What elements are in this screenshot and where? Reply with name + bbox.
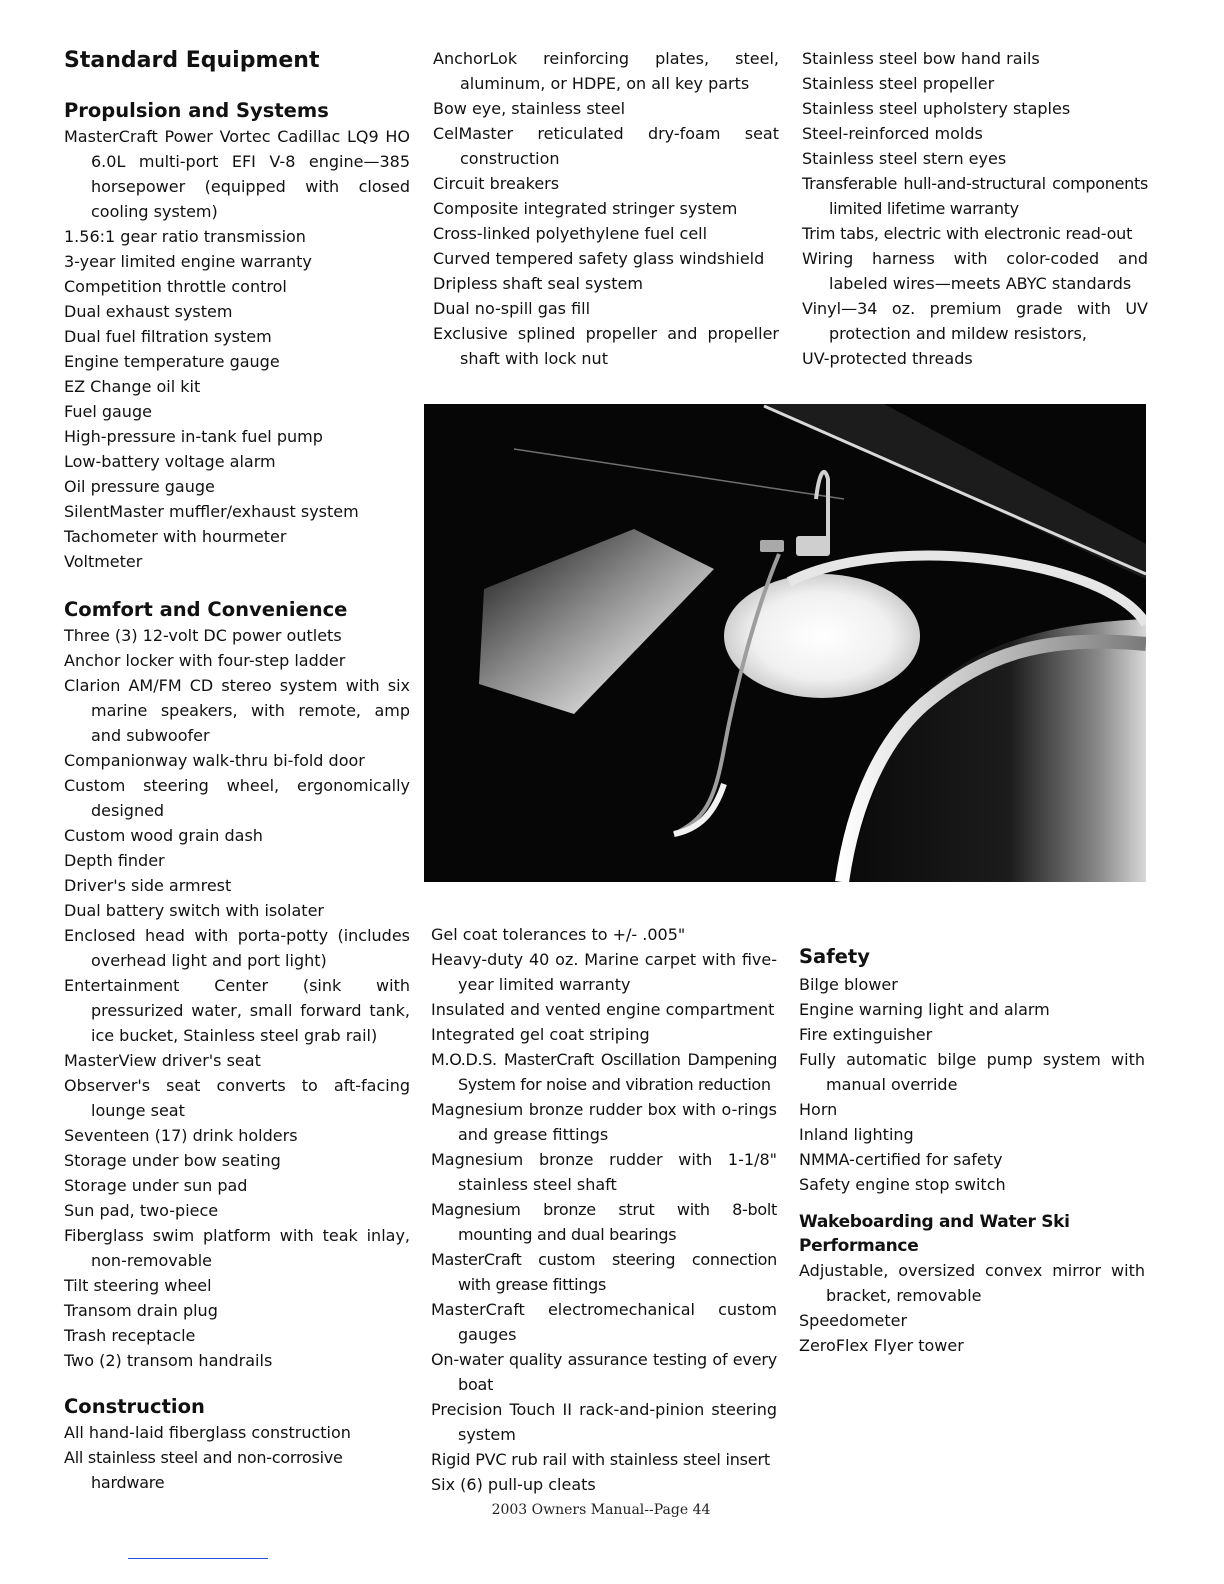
list-item: Six (6) pull-up cleats bbox=[431, 1475, 596, 1494]
list-item: MasterView driver's seat bbox=[64, 1051, 261, 1070]
list-item: Fire extinguisher bbox=[799, 1025, 933, 1044]
section-heading-safety: Safety bbox=[799, 945, 870, 968]
list-item: Trash receptacle bbox=[64, 1326, 196, 1345]
list-item: Magnesium bronze rudder box with o-rings and grease fittings bbox=[431, 1100, 777, 1144]
list-construction-d bbox=[431, 922, 777, 1497]
list-item: Anchor locker with four-step ladder bbox=[64, 651, 346, 670]
list-item: Depth finder bbox=[64, 851, 165, 870]
list-item: Stainless steel upholstery staples bbox=[802, 99, 1071, 118]
list-item: Fiberglass swim platform with teak inlay, non-removable bbox=[64, 1226, 410, 1270]
list-item: Transferable hull-and-structural components limited lifetime warranty bbox=[802, 174, 1148, 218]
page-footer: 2003 Owners Manual--Page 44 bbox=[491, 1502, 711, 1518]
list-item: Dual no-spill gas fill bbox=[433, 299, 591, 318]
list-item: Fuel gauge bbox=[64, 402, 152, 421]
list-item: Driver's side armrest bbox=[64, 876, 232, 895]
list-comfort bbox=[64, 623, 410, 1373]
list-item: Enclosed head with porta-potty (includes overhead light and port light) bbox=[64, 926, 410, 970]
list-item: Composite integrated stringer system bbox=[433, 199, 738, 218]
list-item: High-pressure in-tank fuel pump bbox=[64, 427, 323, 446]
list-item: On-water quality assurance testing of every boat bbox=[431, 1350, 777, 1394]
list-item: EZ Change oil kit bbox=[64, 377, 201, 396]
list-item: NMMA-certified for safety bbox=[799, 1150, 1003, 1169]
list-item: Dual exhaust system bbox=[64, 302, 233, 321]
list-construction-b bbox=[433, 46, 779, 371]
list-item: Adjustable, oversized convex mirror with bracket, removable bbox=[799, 1261, 1145, 1305]
list-item: All hand-laid fiberglass construction bbox=[64, 1423, 351, 1442]
column-right-top bbox=[802, 46, 1148, 371]
list-item: Dripless shaft seal system bbox=[433, 274, 643, 293]
section-heading-construction: Construction bbox=[64, 1395, 205, 1418]
list-item: ZeroFlex Flyer tower bbox=[799, 1336, 964, 1355]
list-item: Engine warning light and alarm bbox=[799, 1000, 1050, 1019]
page-title: Standard Equipment bbox=[64, 48, 320, 73]
list-item: Tachometer with hourmeter bbox=[64, 527, 287, 546]
list-item: Engine temperature gauge bbox=[64, 352, 280, 371]
list-propulsion bbox=[64, 124, 410, 574]
list-item: Tilt steering wheel bbox=[64, 1276, 212, 1295]
list-item: Circuit breakers bbox=[433, 174, 560, 193]
list-item: Stainless steel propeller bbox=[802, 74, 995, 93]
list-item: Heavy-duty 40 oz. Marine carpet with five-year limited warranty bbox=[431, 950, 777, 994]
list-item: Competition throttle control bbox=[64, 277, 287, 296]
list-item: 3-year limited engine warranty bbox=[64, 252, 312, 271]
column-right-bottom bbox=[799, 944, 1145, 1358]
list-item: Entertainment Center (sink with pressurized water, small forward tank, ice bucket, Stainless steel grab rail) bbox=[64, 976, 410, 1045]
list-item: Wiring harness with color-coded and labeled wires—meets ABYC standards bbox=[802, 249, 1148, 293]
list-item: Two (2) transom handrails bbox=[64, 1351, 273, 1370]
list-item: AnchorLok reinforcing plates, steel, aluminum, or HDPE, on all key parts bbox=[433, 49, 779, 93]
section-heading-comfort: Comfort and Convenience bbox=[64, 598, 348, 621]
section-heading-wakeboarding: Wakeboarding and Water Ski Performance bbox=[799, 1212, 1070, 1256]
list-item: CelMaster reticulated dry-foam seat construction bbox=[433, 124, 779, 168]
list-item: 1.56:1 gear ratio transmission bbox=[64, 227, 306, 246]
list-item: Dual battery switch with isolater bbox=[64, 901, 324, 920]
list-item: Steel-reinforced molds bbox=[802, 124, 983, 143]
list-item: MasterCraft electromechanical custom gauges bbox=[431, 1300, 777, 1344]
list-item: Low-battery voltage alarm bbox=[64, 452, 276, 471]
list-item: Dual fuel filtration system bbox=[64, 327, 272, 346]
list-item: Vinyl—34 oz. premium grade with UV protection and mildew resistors, bbox=[802, 299, 1148, 343]
list-item: Trim tabs, electric with electronic read-out bbox=[802, 224, 1133, 243]
list-construction-a bbox=[64, 1420, 410, 1495]
list-item: Magnesium bronze rudder with 1-1/8" stainless steel shaft bbox=[431, 1150, 777, 1194]
list-item: Custom steering wheel, ergonomically designed bbox=[64, 776, 410, 820]
list-item: Curved tempered safety glass windshield bbox=[433, 249, 765, 268]
list-item: Rigid PVC rub rail with stainless steel insert bbox=[431, 1450, 770, 1469]
list-item: Inland lighting bbox=[799, 1125, 914, 1144]
column-middle-bottom bbox=[431, 922, 777, 1497]
list-item: Clarion AM/FM CD stereo system with six marine speakers, with remote, amp and subwoofer bbox=[64, 676, 410, 745]
list-item: Horn bbox=[799, 1100, 838, 1119]
list-wakeboarding bbox=[799, 1258, 1145, 1358]
list-item: Stainless steel bow hand rails bbox=[802, 49, 1040, 68]
list-item: Storage under bow seating bbox=[64, 1151, 281, 1170]
list-item: Observer's seat converts to aft-facing lounge seat bbox=[64, 1076, 410, 1120]
list-safety bbox=[799, 972, 1145, 1197]
list-item: All stainless steel and non-corrosive hardware bbox=[64, 1448, 343, 1492]
list-item: MasterCraft custom steering connection with grease fittings bbox=[431, 1250, 777, 1294]
list-item: Insulated and vented engine compartment bbox=[431, 1000, 775, 1019]
list-item: Three (3) 12-volt DC power outlets bbox=[64, 626, 342, 645]
list-item: Cross-linked polyethylene fuel cell bbox=[433, 224, 708, 243]
boat-detail-photo bbox=[424, 404, 1146, 882]
list-item: Gel coat tolerances to +/- .005" bbox=[431, 925, 686, 944]
list-item: UV-protected threads bbox=[802, 349, 973, 368]
section-heading-propulsion: Propulsion and Systems bbox=[64, 99, 329, 122]
list-item: Bow eye, stainless steel bbox=[433, 99, 626, 118]
list-item: MasterCraft Power Vortec Cadillac LQ9 HO 6.0L multi-port EFI V-8 engine—385 horsepower (equipped with closed cooling system) bbox=[64, 127, 410, 221]
list-item: Oil pressure gauge bbox=[64, 477, 215, 496]
column-middle-top bbox=[433, 46, 779, 371]
list-item: Fully automatic bilge pump system with manual override bbox=[799, 1050, 1145, 1094]
list-item: Integrated gel coat striping bbox=[431, 1025, 650, 1044]
list-item: Safety engine stop switch bbox=[799, 1175, 1006, 1194]
list-item: Transom drain plug bbox=[64, 1301, 218, 1320]
list-item: M.O.D.S. MasterCraft Oscillation Dampening System for noise and vibration reduction bbox=[431, 1050, 777, 1094]
list-item: Seventeen (17) drink holders bbox=[64, 1126, 298, 1145]
list-item: Custom wood grain dash bbox=[64, 826, 263, 845]
list-item: Speedometer bbox=[799, 1311, 908, 1330]
list-item: Companionway walk-thru bi-fold door bbox=[64, 751, 365, 770]
list-item: Voltmeter bbox=[64, 552, 143, 571]
list-item: Stainless steel stern eyes bbox=[802, 149, 1007, 168]
list-item: Sun pad, two-piece bbox=[64, 1201, 219, 1220]
list-item: Exclusive splined propeller and propeller shaft with lock nut bbox=[433, 324, 779, 368]
column-left bbox=[64, 46, 410, 1495]
list-item: Magnesium bronze strut with 8-bolt mounting and dual bearings bbox=[431, 1200, 777, 1244]
list-item: Storage under sun pad bbox=[64, 1176, 248, 1195]
list-item: Bilge blower bbox=[799, 975, 898, 994]
footer-rule bbox=[128, 1558, 268, 1559]
list-item: Precision Touch II rack-and-pinion steering system bbox=[431, 1400, 777, 1444]
list-construction-c bbox=[802, 46, 1148, 371]
list-item: SilentMaster muffler/exhaust system bbox=[64, 502, 359, 521]
